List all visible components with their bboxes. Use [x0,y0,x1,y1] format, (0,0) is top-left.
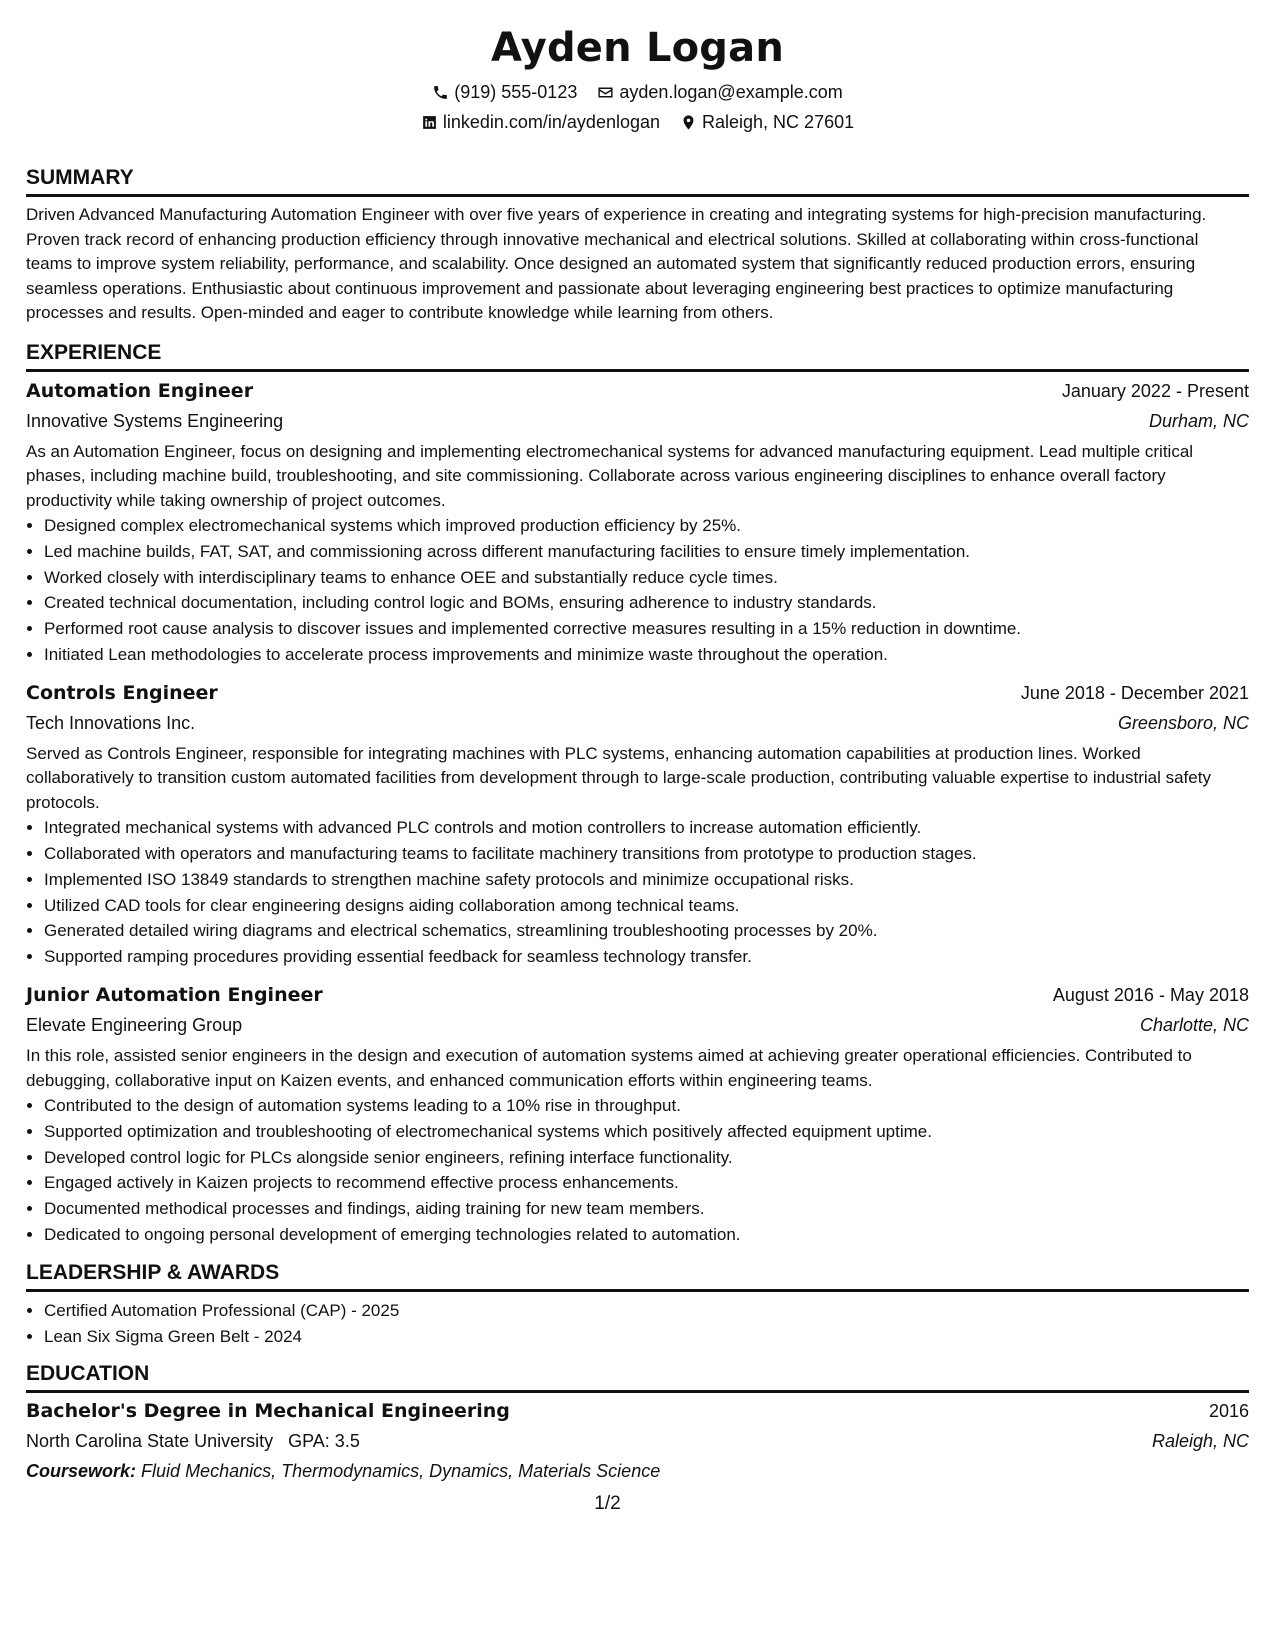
leadership-heading: LEADERSHIP & AWARDS [26,1260,1249,1292]
phone-contact [432,80,577,104]
experience-section [26,340,1249,1248]
job-subheader [26,406,1249,436]
list-item: • Collaborated with operators and manufacturing teams to facilitate machinery transitions from prototype to production stages. [44,841,1249,867]
list-item: • Lean Six Sigma Green Belt - 2024 [44,1324,1249,1350]
resume-page [26,22,1249,1486]
job-dates: June 2018 - December 2021 [1020,682,1249,703]
job-subheader [26,1010,1249,1040]
company-name: Innovative Systems Engineering [26,410,284,431]
graduation-year: 2016 [1208,1401,1249,1422]
job-title: Automation Engineer [26,379,254,402]
job-location: Charlotte, NC [1139,1015,1249,1036]
linkedin-icon [421,114,438,131]
awards-list [26,1298,1249,1350]
list-item: • Created technical documentation, including control logic and BOMs, ensuring adherence to industry standards. [44,590,1249,616]
job-description: In this role, assisted senior engineers in the design and execution of automation systems aimed at achieving greater operational efficiencies. Contributed to debugging, collaborative input on Kaizen events, and enhanced communication efforts within engineering teams. [26,1046,1192,1090]
company-name: Tech Innovations Inc. [26,712,196,733]
list-item: • Initiated Lean methodologies to accelerate process improvements and minimize waste throughout the operation. [44,642,1249,668]
job-location: Durham, NC [1148,410,1249,431]
gpa: GPA: 3.5 [288,1431,360,1452]
list-item: • Contributed to the design of automation systems leading to a 10% rise in throughput. [44,1093,1249,1119]
list-item: • Implemented ISO 13849 standards to strengthen machine safety protocols and minimize occupational risks. [44,867,1249,893]
job-entry [26,678,1249,970]
school-name: North Carolina State University [26,1431,274,1452]
list-item: • Developed control logic for PLCs alongside senior engineers, refining interface functionality. [44,1145,1249,1171]
job-location: Greensboro, NC [1117,712,1249,733]
job-bullets [26,815,1249,970]
job-dates: January 2022 - Present [1061,380,1249,401]
coursework [26,1456,1249,1486]
list-item: • Utilized CAD tools for clear engineering designs aiding collaboration among technical teams. [44,893,1249,919]
contact-row-1 [26,80,1249,104]
list-item: • Certified Automation Professional (CAP) - 2025 [44,1298,1249,1324]
job-header [26,980,1249,1010]
linkedin-text[interactable]: linkedin.com/in/aydenlogan [442,112,661,132]
list-item: • Supported optimization and troubleshooting of electromechanical systems which positively affected equipment uptime. [44,1119,1249,1145]
list-item: • Performed root cause analysis to discover issues and implemented corrective measures resulting in a 15% reduction in downtime. [44,616,1249,642]
summary-text: Driven Advanced Manufacturing Automation Engineer with over five years of experience in creating and integrating systems for high-precision manufacturing. Proven track record of enhancing production efficiency through innovative mechanical and electrical solutions. Skilled at collaborating within cross-functional teams to improve system reliability, performance, and scalability. Once designed an automated system that significantly reduced production errors, ensuring seamless operations. Enthusiastic about continuous improvement and passionate about leveraging engineering best practices to optimize manufacturing processes and results. Open-minded and eager to contribute knowledge while learning from others. [26,205,1207,322]
degree-title: Bachelor's Degree in Mechanical Engineering [26,1400,510,1423]
linkedin-contact[interactable] [421,110,660,134]
list-item: • Documented methodical processes and findings, aiding training for new team members. [44,1196,1249,1222]
list-item: • Engaged actively in Kaizen projects to recommend effective process enhancements. [44,1170,1249,1196]
school-row [26,1426,1249,1456]
page-number: 1/2 [594,1493,621,1514]
degree-row [26,1396,1249,1426]
job-header [26,376,1249,406]
school-info [26,1426,360,1456]
job-dates: August 2016 - May 2018 [1052,985,1249,1006]
job-subheader [26,708,1249,738]
list-item: • Designed complex electromechanical systems which improved production efficiency by 25%. [44,513,1249,539]
list-item: • Supported ramping procedures providing essential feedback for seamless technology transfer. [44,944,1249,970]
list-item: • Worked closely with interdisciplinary teams to enhance OEE and substantially reduce cycle times. [44,565,1249,591]
job-title: Junior Automation Engineer [26,984,323,1007]
phone-text: (919) 555-0123 [454,82,578,102]
list-item: • Generated detailed wiring diagrams and electrical schematics, streamlining troubleshooting processes by 20%. [44,918,1249,944]
job-header [26,678,1249,708]
company-name: Elevate Engineering Group [26,1015,243,1036]
experience-heading: EXPERIENCE [26,340,1249,372]
envelope-icon [597,84,614,101]
summary-section [26,165,1249,326]
education-heading: EDUCATION [26,1361,1249,1393]
coursework-list: Fluid Mechanics, Thermodynamics, Dynamics, Materials Science [141,1461,661,1482]
email-contact[interactable] [597,80,842,104]
job-bullets [26,513,1249,668]
summary-heading: SUMMARY [26,165,1249,197]
job-description: Served as Controls Engineer, responsible for integrating machines with PLC systems, enhancing automation capabilities at production lines. Worked collaboratively to transition custom automated facilities from development through to large-scale production, contributing valuable expertise to industrial safety protocols. [26,743,1211,812]
location-text: Raleigh, NC 27601 [702,112,855,132]
job-bullets [26,1093,1249,1248]
job-description: As an Automation Engineer, focus on designing and implementing electromechanical systems for advanced manufacturing equipment. Lead multiple critical phases, including machine build, troubleshooting, and site commissioning. Collaborate across various engineering disciplines to enhance overall factory productivity while taking ownership of project outcomes. [26,441,1194,510]
phone-icon [432,84,449,101]
list-item: • Dedicated to ongoing personal development of emerging technologies related to automation. [44,1222,1249,1248]
job-entry [26,376,1249,668]
location-contact [680,110,854,134]
leadership-section [26,1260,1249,1350]
list-item: • Integrated mechanical systems with advanced PLC controls and motion controllers to increase automation efficiently. [44,815,1249,841]
job-title: Controls Engineer [26,681,218,704]
school-location: Raleigh, NC [1151,1431,1249,1452]
coursework-label: Coursework: [26,1461,137,1482]
job-entry [26,980,1249,1248]
candidate-name: Ayden Logan [490,25,785,71]
email-text[interactable]: ayden.logan@example.com [619,82,843,102]
map-pin-icon [680,114,697,131]
education-section [26,1361,1249,1486]
contact-row-2 [26,110,1249,134]
list-item: • Led machine builds, FAT, SAT, and commissioning across different manufacturing facilities to ensure timely implementation. [44,539,1249,565]
